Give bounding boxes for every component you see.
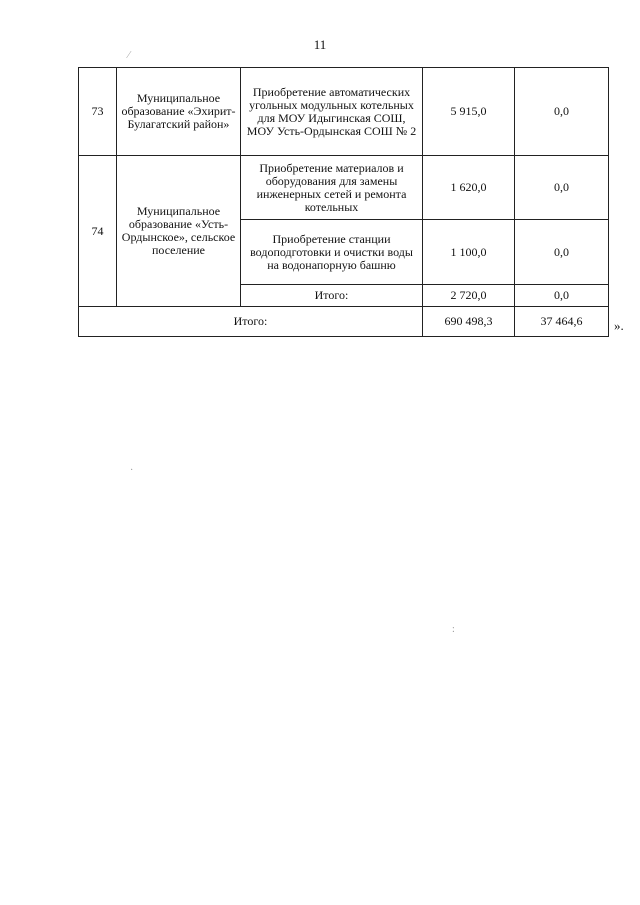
closing-quote: ». (614, 318, 624, 333)
item-description: Приобретение материалов и оборудования для замены инженерных сетей и ремонта котельных (241, 156, 423, 220)
entity-name: Муниципальное образование «Усть-Ордынское», сельское поселение (117, 156, 241, 307)
amount-1: 5 915,0 (423, 68, 515, 156)
amount-2: 0,0 (515, 220, 609, 285)
table-row (79, 68, 609, 156)
total-label: Итого: (79, 307, 423, 337)
item-description: Приобретение автоматических угольных модульных котельных для МОУ Идыгинская СОШ, МОУ Усть-Ордынская СОШ № 2 (241, 68, 423, 156)
funding-table (78, 67, 609, 337)
amount-1: 1 100,0 (423, 220, 515, 285)
row-number: 73 (79, 68, 117, 156)
subtotal-label: Итого: (241, 285, 423, 307)
total-amount-2: 37 464,6 (515, 307, 609, 337)
item-description: Приобретение станции водоподготовки и очистки воды на водонапорную башню (241, 220, 423, 285)
scan-mark: ⁄ (128, 50, 130, 61)
scan-mark: : (452, 624, 455, 635)
total-amount-1: 690 498,3 (423, 307, 515, 337)
scan-mark: · (130, 465, 134, 476)
row-number: 74 (79, 156, 117, 307)
page-number: 11 (313, 37, 327, 52)
amount-2: 0,0 (515, 156, 609, 220)
table-row (79, 156, 609, 220)
amount-1: 1 620,0 (423, 156, 515, 220)
subtotal-amount-2: 0,0 (515, 285, 609, 307)
total-row (79, 307, 609, 337)
amount-2: 0,0 (515, 68, 609, 156)
subtotal-amount-1: 2 720,0 (423, 285, 515, 307)
entity-name: Муниципальное образование «Эхирит-Булагатский район» (117, 68, 241, 156)
